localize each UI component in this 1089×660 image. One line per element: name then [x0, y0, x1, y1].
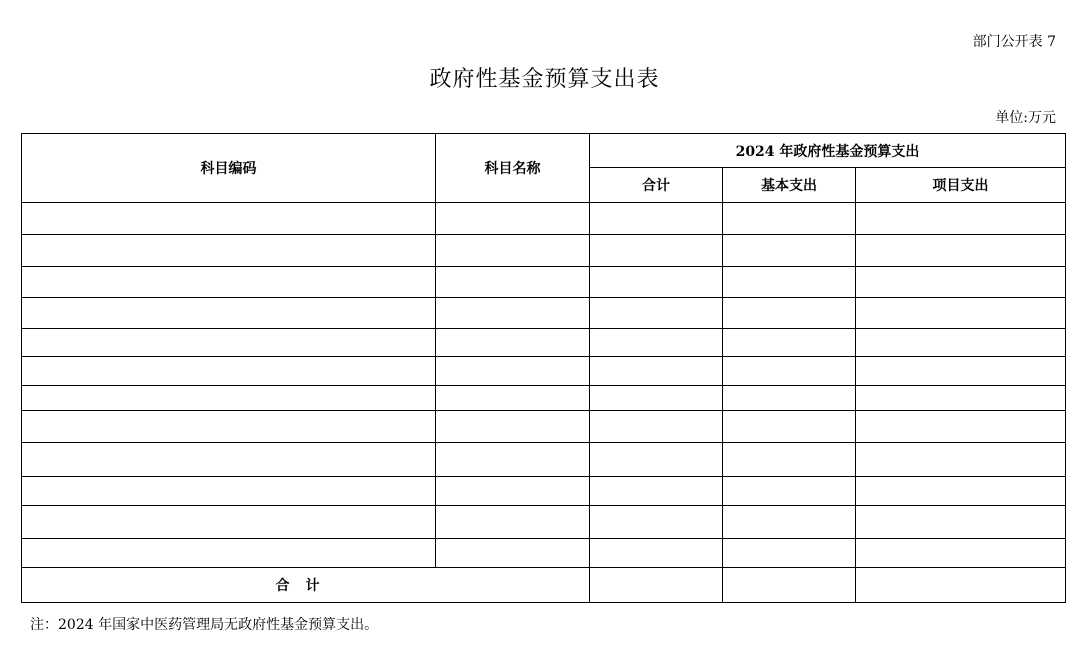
- cell-code: [22, 235, 436, 267]
- cell-total: [590, 443, 723, 477]
- cell-basic: [723, 386, 856, 411]
- page-title: 政府性基金预算支出表: [429, 67, 660, 92]
- table-row: [22, 386, 1066, 411]
- cell-total: [590, 411, 723, 443]
- cell-total: [590, 357, 723, 386]
- table-row: [22, 477, 1066, 506]
- cell-basic: [723, 235, 856, 267]
- cell-basic: [723, 203, 856, 235]
- cell-project: [856, 357, 1066, 386]
- total-label: 合计: [22, 568, 590, 603]
- header-total: 合计: [590, 168, 723, 203]
- total-row: [22, 568, 1066, 603]
- cell-total: [590, 506, 723, 539]
- total-cell-project: [856, 568, 1066, 603]
- cell-basic: [723, 329, 856, 357]
- cell-basic: [723, 357, 856, 386]
- cell-basic: [723, 539, 856, 568]
- budget-table: [21, 133, 1066, 603]
- cell-name: [436, 443, 590, 477]
- cell-project: [856, 477, 1066, 506]
- cell-basic: [723, 267, 856, 298]
- cell-name: [436, 203, 590, 235]
- cell-name: [436, 411, 590, 443]
- table-number-label: 部门公开表 7: [972, 34, 1056, 50]
- cell-project: [856, 411, 1066, 443]
- cell-project: [856, 443, 1066, 477]
- cell-name: [436, 386, 590, 411]
- cell-total: [590, 386, 723, 411]
- table-row: [22, 506, 1066, 539]
- cell-basic: [723, 298, 856, 329]
- cell-code: [22, 386, 436, 411]
- cell-code: [22, 298, 436, 329]
- cell-total: [590, 329, 723, 357]
- header-group: 2024 年政府性基金预算支出: [590, 134, 1066, 168]
- cell-name: [436, 506, 590, 539]
- total-cell-total: [590, 568, 723, 603]
- cell-basic: [723, 477, 856, 506]
- table-row: [22, 411, 1066, 443]
- table-row: [22, 235, 1066, 267]
- cell-total: [590, 235, 723, 267]
- cell-code: [22, 506, 436, 539]
- table-row: [22, 443, 1066, 477]
- cell-name: [436, 267, 590, 298]
- total-cell-basic: [723, 568, 856, 603]
- cell-name: [436, 357, 590, 386]
- cell-total: [590, 267, 723, 298]
- cell-code: [22, 357, 436, 386]
- header-code: 科目编码: [22, 134, 436, 203]
- cell-project: [856, 203, 1066, 235]
- cell-total: [590, 539, 723, 568]
- header-basic: 基本支出: [723, 168, 856, 203]
- cell-project: [856, 539, 1066, 568]
- cell-total: [590, 203, 723, 235]
- cell-code: [22, 203, 436, 235]
- cell-basic: [723, 443, 856, 477]
- cell-name: [436, 298, 590, 329]
- cell-code: [22, 443, 436, 477]
- cell-code: [22, 539, 436, 568]
- table-row: [22, 267, 1066, 298]
- table-row: [22, 203, 1066, 235]
- cell-code: [22, 267, 436, 298]
- cell-project: [856, 267, 1066, 298]
- cell-basic: [723, 506, 856, 539]
- cell-code: [22, 329, 436, 357]
- header-name: 科目名称: [436, 134, 590, 203]
- cell-name: [436, 477, 590, 506]
- unit-label: 单位:万元: [995, 110, 1056, 126]
- cell-code: [22, 477, 436, 506]
- cell-name: [436, 539, 590, 568]
- cell-code: [22, 411, 436, 443]
- cell-project: [856, 329, 1066, 357]
- cell-project: [856, 386, 1066, 411]
- cell-project: [856, 298, 1066, 329]
- cell-total: [590, 477, 723, 506]
- cell-project: [856, 506, 1066, 539]
- table-row: [22, 329, 1066, 357]
- table-row: [22, 539, 1066, 568]
- cell-basic: [723, 411, 856, 443]
- cell-project: [856, 235, 1066, 267]
- footnote: 注：2024 年国家中医药管理局无政府性基金预算支出。: [30, 617, 379, 633]
- header-project: 项目支出: [856, 168, 1066, 203]
- cell-name: [436, 329, 590, 357]
- cell-total: [590, 298, 723, 329]
- table-row: [22, 357, 1066, 386]
- table-row: [22, 298, 1066, 329]
- cell-name: [436, 235, 590, 267]
